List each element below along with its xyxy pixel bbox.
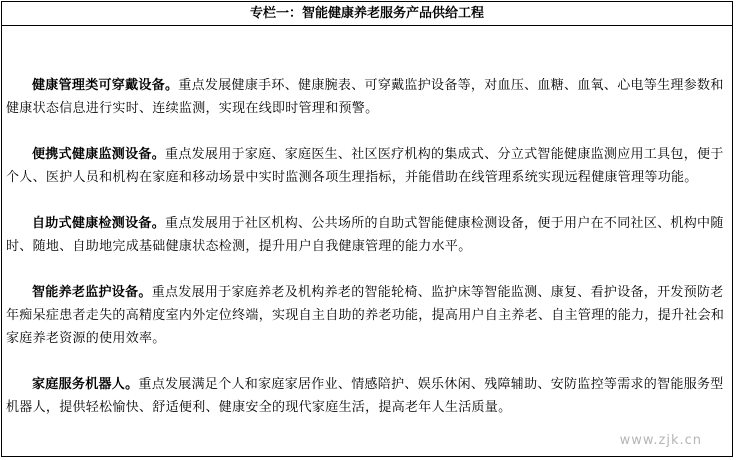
paragraph-body: 重点发展用于家庭养老及机构养老的智能轮椅、监护床等智能监测、康复、看护设备，开发预防老年痴呆症患者走失的高精度室内外定位终端，实现自主自助的养老功能，提高用户自主养老、自主管理的能力，提升社会和家庭养老资源的使用效率。: [6, 285, 725, 346]
paragraph-body: 重点发展用于家庭、家庭医生、社区医疗机构的集成式、分立式智能健康监测应用工具包，便于个人、医护人员和机构在家庭和移动场景中实时监测各项生理指标，并能借助在线管理系统实现远程健康管理等功能。: [6, 147, 724, 185]
paragraph-body: 重点发展满足个人和家庭家居作业、情感陪护、娱乐休闲、残障辅助、安防监控等需求的智能服务型机器人，提供轻松愉快、舒适便利、健康安全的现代家庭生活，提高老年人生活质量。: [6, 377, 724, 415]
column-content: [6, 32, 730, 419]
watermark: www.zjk.cn: [619, 433, 702, 448]
column-box: [1, 1, 733, 457]
paragraph-heading: 自助式健康检测设备。: [32, 216, 166, 231]
paragraph-robot: [6, 373, 730, 419]
paragraph-heading: 智能养老监护设备。: [32, 285, 152, 300]
paragraph-portable: [6, 143, 730, 189]
column-title: 专栏一：智能健康养老服务产品供给工程: [2, 2, 732, 26]
paragraph-heading: 便携式健康监测设备。: [32, 147, 166, 162]
paragraph-heading: 家庭服务机器人。: [32, 377, 139, 392]
paragraph-elderly-monitor: [6, 281, 730, 350]
paragraph-wearable: [6, 74, 730, 120]
paragraph-body: 重点发展用于社区机构、公共场所的自助式智能健康检测设备，便于用户在不同社区、机构中随时、随地、自助地完成基础健康状态检测，提升用户自我健康管理的能力水平。: [6, 216, 724, 254]
paragraph-body: 重点发展健康手环、健康腕表、可穿戴监护设备等，对血压、血糖、血氧、心电等生理参数和健康状态信息进行实时、连续监测，实现在线即时管理和预警。: [6, 78, 724, 116]
paragraph-heading: 健康管理类可穿戴设备。: [32, 78, 179, 93]
paragraph-self-service: [6, 212, 730, 258]
